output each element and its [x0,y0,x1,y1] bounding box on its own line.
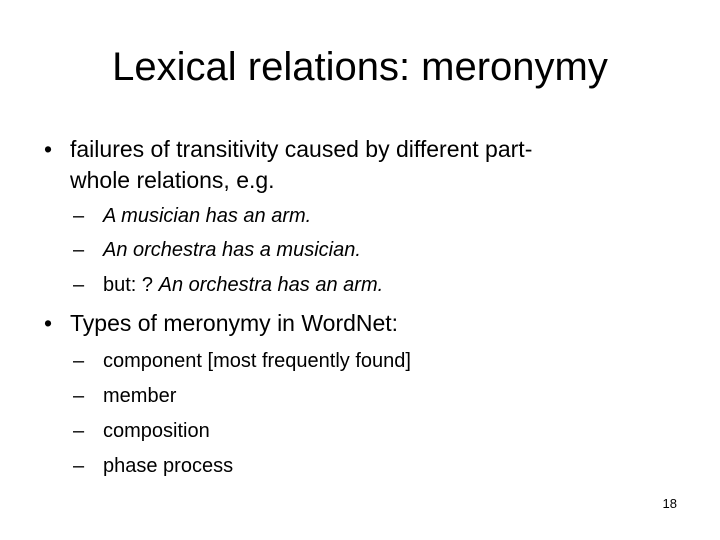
dash-icon: – [73,420,85,442]
meronymy-type-text: member [103,385,177,407]
bullet-icon: • [44,136,53,162]
meronymy-type-text: component [most frequently found] [103,350,411,372]
dash-icon: – [73,239,85,261]
bullet-text-line-2: whole relations, e.g. [70,167,275,193]
dash-icon: – [73,385,85,407]
bullet-meronymy-types [44,308,664,340]
slide-title: Lexical relations: meronymy [112,45,608,89]
example-text: A musician has an arm. [103,205,312,227]
bullet-transitivity [44,134,664,196]
dash-icon: – [73,205,85,227]
dash-icon: – [73,274,85,296]
bullet-text-line-1: Types of meronymy in WordNet: [70,310,399,336]
page-number: 18 [662,496,677,511]
bullet-icon: • [44,310,53,336]
example-text: An orchestra has an arm. [158,274,384,296]
example-text: An orchestra has a musician. [103,239,361,261]
dash-icon: – [73,350,85,372]
bullet-text-line-1: failures of transitivity caused by different part- [70,136,533,162]
meronymy-type-text: phase process [103,455,234,477]
meronymy-type-text: composition [103,420,210,442]
dash-icon: – [73,455,85,477]
example-prefix: but: ? [103,274,159,296]
